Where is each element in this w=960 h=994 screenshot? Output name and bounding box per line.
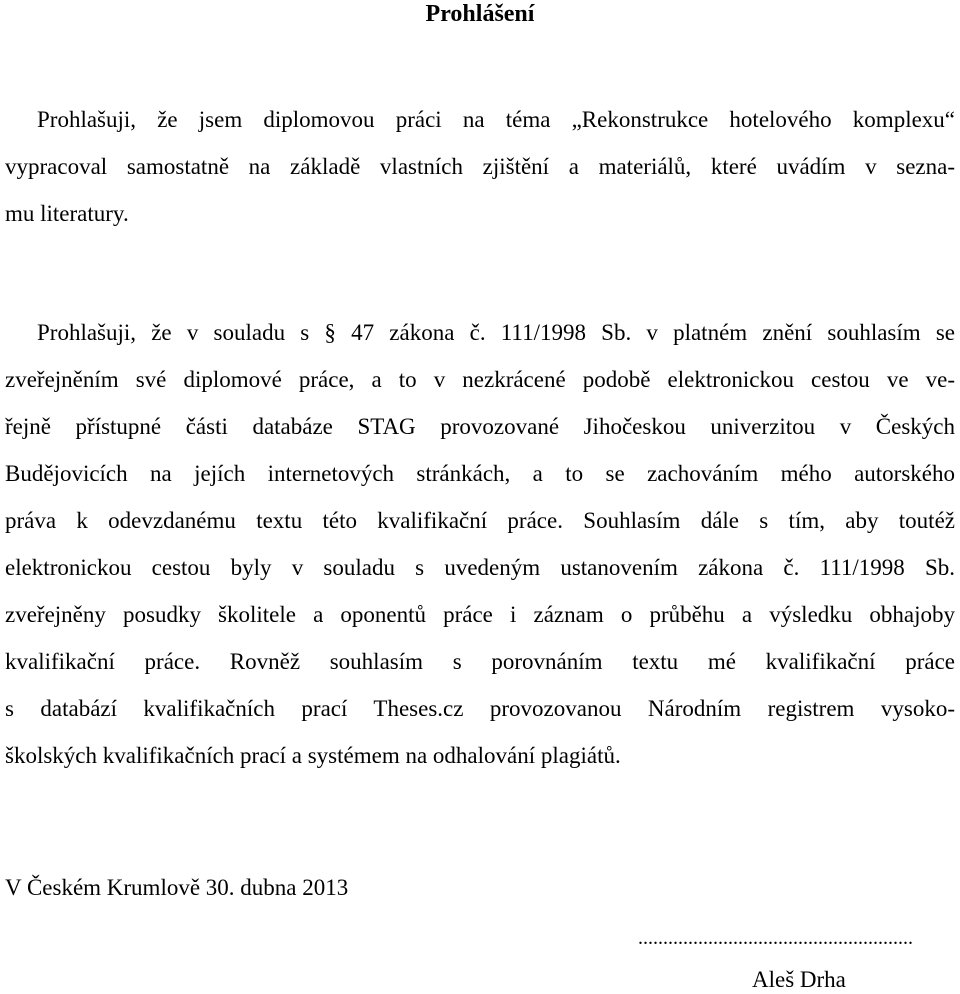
paragraph-line: práva k odevzdanému textu této kvalifikační práce. Souhlasím dále s tím, aby toutéž bbox=[5, 508, 955, 533]
paragraph-line: Prohlašuji, že jsem diplomovou práci na téma „Rekonstrukce hotelového komplexu“ bbox=[37, 107, 955, 132]
signature-line: ....................................................... bbox=[638, 927, 913, 949]
paragraph-line: s databází kvalifikačních prací Theses.cz provozovanou Národním registrem vysoko- bbox=[5, 696, 955, 721]
page-title: Prohlášení bbox=[425, 1, 535, 27]
paragraph-line: mu literatury. bbox=[5, 201, 129, 226]
paragraph-line: elektronickou cestou byly v souladu s uvedeným ustanovením zákona č. 111/1998 Sb. bbox=[5, 555, 955, 580]
paragraph-line: zveřejněním své diplomové práce, a to v nezkrácené podobě elektronickou cestou ve ve- bbox=[5, 367, 955, 392]
paragraph-line: řejně přístupné části databáze STAG provozované Jihočeskou univerzitou v Českých bbox=[5, 414, 955, 439]
paragraph-line: Budějovicích na jejích internetových stránkách, a to se zachováním mého autorského bbox=[5, 461, 955, 486]
paragraph-line: Prohlašuji, že v souladu s § 47 zákona č. 111/1998 Sb. v platném znění souhlasím se bbox=[37, 320, 955, 345]
place-and-date: V Českém Krumlově 30. dubna 2013 bbox=[5, 875, 349, 900]
paragraph-line: kvalifikační práce. Rovněž souhlasím s porovnáním textu mé kvalifikační práce bbox=[5, 649, 955, 674]
paragraph-line: vypracoval samostatně na základě vlastních zjištění a materiálů, které uvádím v sezna- bbox=[5, 154, 955, 179]
signature-name: Aleš Drha bbox=[752, 967, 846, 992]
paragraph-line: zveřejněny posudky školitele a oponentů práce i záznam o průběhu a výsledku obhajoby bbox=[5, 602, 955, 627]
paragraph-line: školských kvalifikačních prací a systémem na odhalování plagiátů. bbox=[5, 743, 621, 768]
